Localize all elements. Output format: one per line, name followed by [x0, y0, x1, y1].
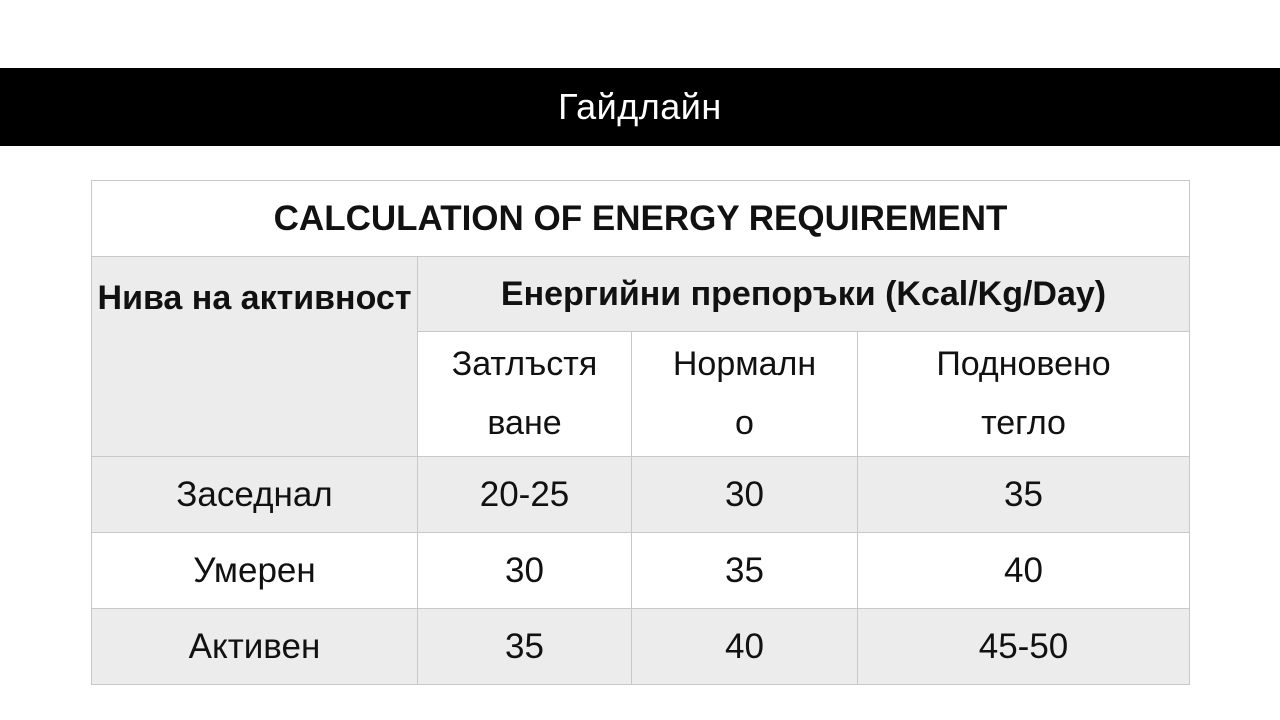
table-row	[92, 533, 1190, 609]
energy-requirement-table	[91, 180, 1190, 685]
table-caption: CALCULATION OF ENERGY REQUIREMENT	[92, 181, 1190, 257]
slide-title: Гайдлайн	[558, 86, 722, 127]
table-row	[92, 609, 1190, 685]
table-cell: 35	[418, 609, 632, 685]
table-caption-row	[92, 181, 1190, 257]
table-row	[92, 457, 1190, 533]
row-label: Заседнал	[92, 457, 418, 533]
table-cell: 30	[418, 533, 632, 609]
subheader-underweight: Подновено тегло	[858, 332, 1190, 457]
activity-level-header: Нива на активност	[92, 257, 418, 457]
energy-recommendation-header: Енергийни препоръки (Kcal/Kg/Day)	[418, 257, 1190, 332]
header-row	[92, 257, 1190, 332]
table-cell: 35	[632, 533, 858, 609]
row-label: Активен	[92, 609, 418, 685]
subheader-normal: Нормалн о	[632, 332, 858, 457]
table-cell: 20-25	[418, 457, 632, 533]
table-cell: 40	[632, 609, 858, 685]
table-cell: 45-50	[858, 609, 1190, 685]
subheader-obesity: Затлъстя ване	[418, 332, 632, 457]
table-cell: 35	[858, 457, 1190, 533]
slide-title-bar	[0, 68, 1280, 146]
row-label: Умерен	[92, 533, 418, 609]
table-cell: 40	[858, 533, 1190, 609]
table-cell: 30	[632, 457, 858, 533]
